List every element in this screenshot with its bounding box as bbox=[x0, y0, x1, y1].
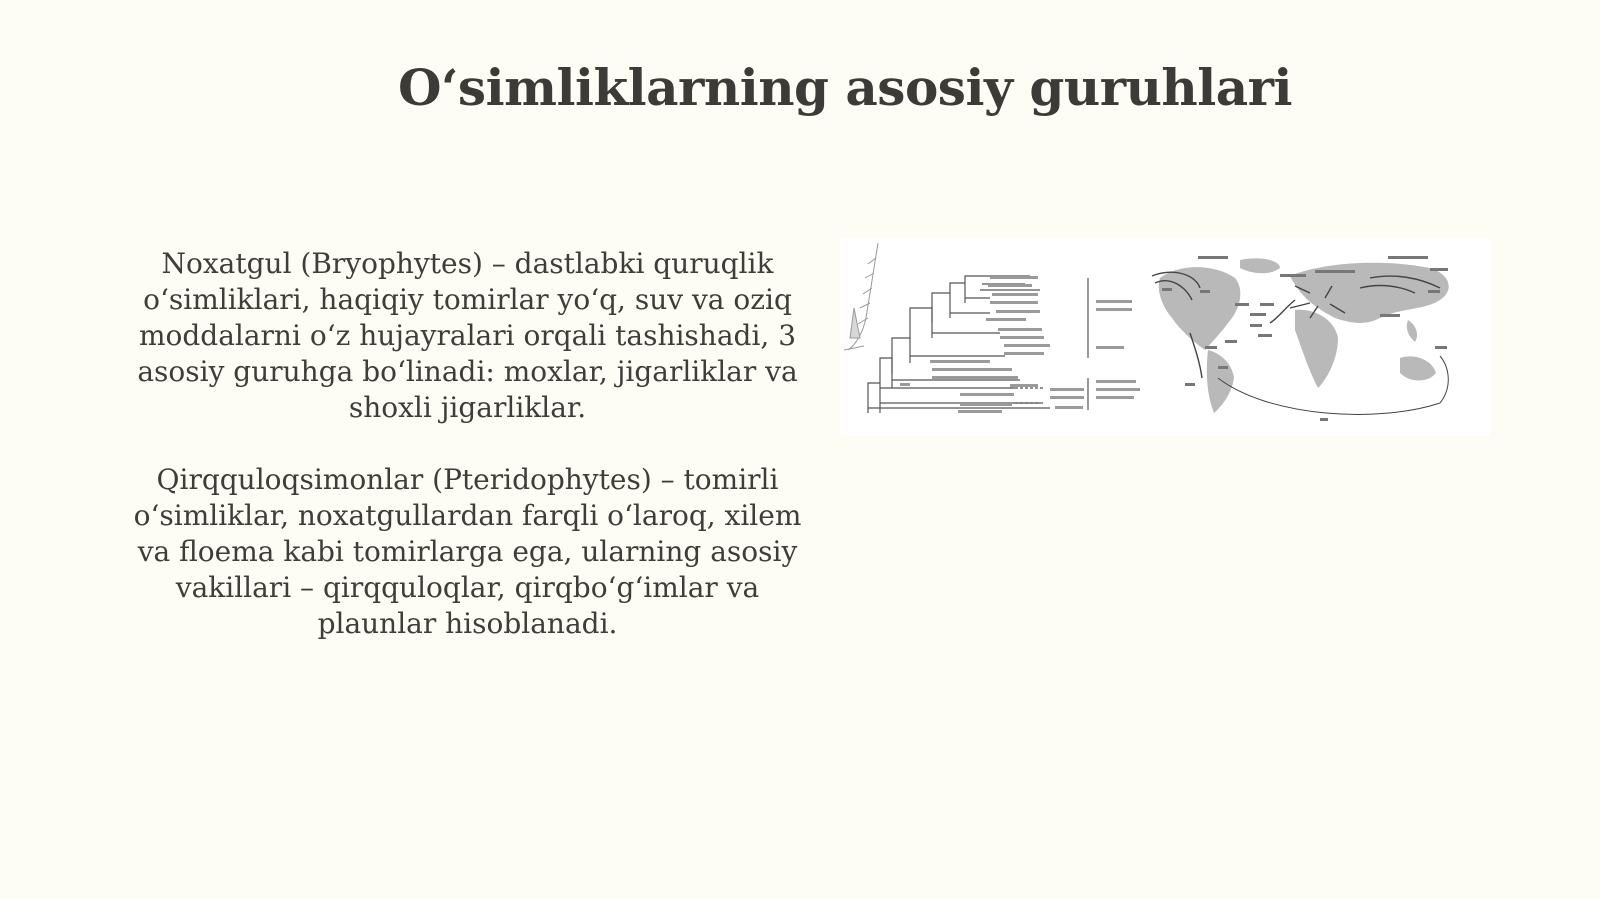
paragraph-bryophytes: Noxatgul (Bryophytes) – dastlabki quruqlik o‘simliklari, haqiqiy tomirlar yo‘q, suv va oziq moddalarni o‘z hujayralari orqali tashishadi, 3 asosiy guruhga bo‘linadi: moxlar, jigarliklar va shoxli jigarliklar. bbox=[137, 247, 798, 424]
phylogeny-and-map-figure bbox=[840, 238, 1490, 436]
figure-graphic bbox=[840, 238, 1490, 436]
paragraph-pteridophytes: Qirqquloqsimonlar (Pteridophytes) – tomirli o‘simliklar, noxatgullardan farqli o‘laroq, xilem va floema kabi tomirlarga ega, ularning asosiy vakillari – qirqquloqlar, qirqbo‘g‘imlar va plaunlar hisoblanadi. bbox=[133, 463, 802, 640]
slide-title: O‘simliklarning asosiy guruhlari bbox=[397, 58, 1293, 117]
